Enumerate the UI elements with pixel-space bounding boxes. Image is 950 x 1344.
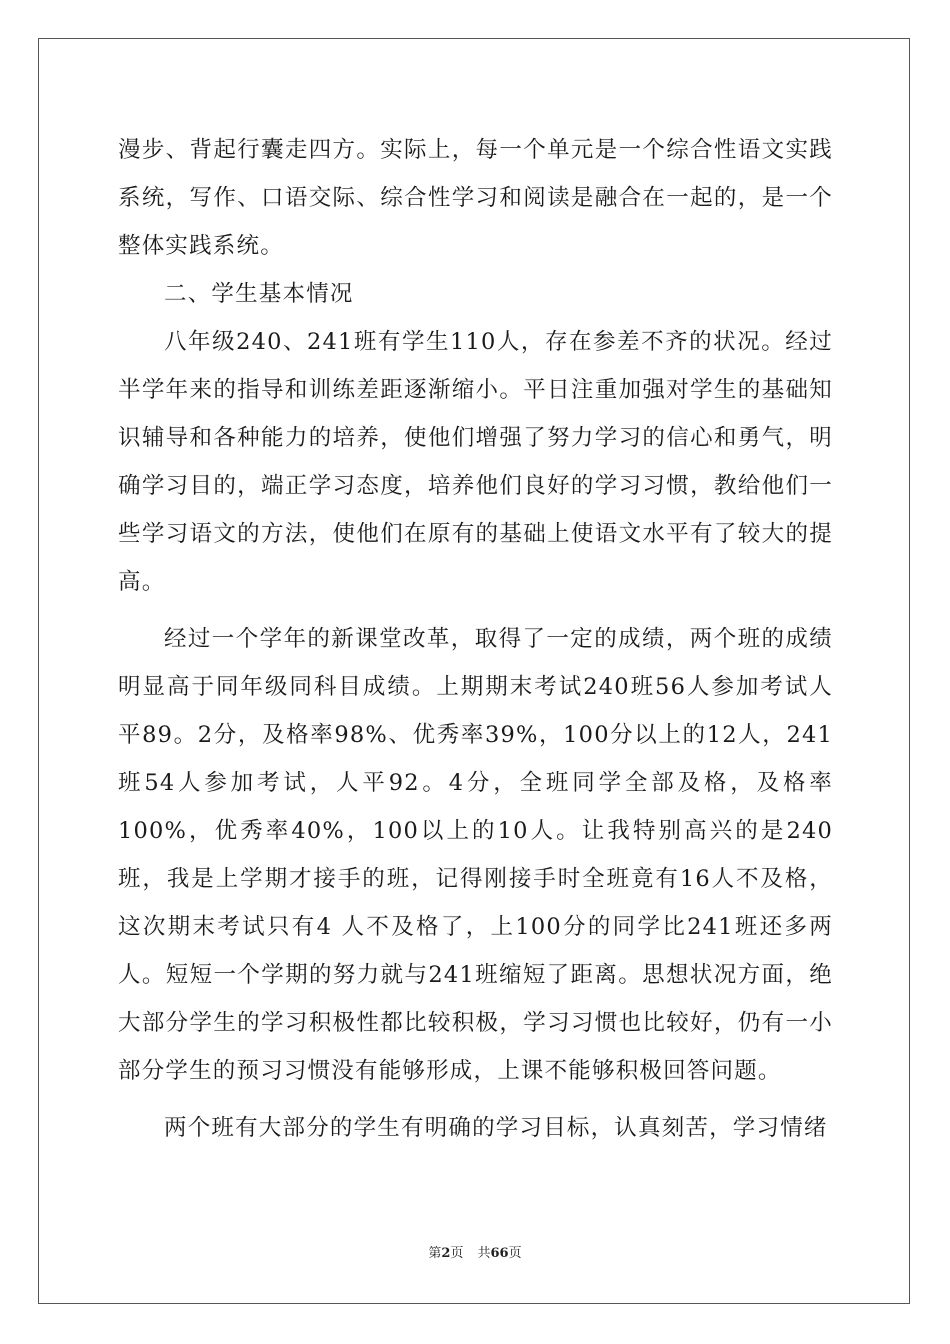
paragraph: 两个班有大部分的学生有明确的学习目标，认真刻苦，学习情绪 (164, 1115, 828, 1141)
page-prefix: 第 (428, 1246, 442, 1261)
section-heading: 二、学生基本情况 (164, 281, 354, 307)
page-number: 2 (441, 1246, 451, 1261)
total-pages: 66 (490, 1246, 509, 1261)
total-prefix: 共 (477, 1246, 491, 1261)
page-suffix: 页 (450, 1246, 464, 1261)
total-suffix: 页 (508, 1246, 522, 1261)
paragraph: 经过一个学年的新课堂改革，取得了一定的成绩，两个班的成绩明显高于同年级同科目成绩。上期期末考试240班56人参加考试人平89。2分，及格率98%、优秀率39%，100分以上的12人，241班54人参加考试，人平92。4分，全班同学全部及格，及格率100%，优秀率40%，100以上的10人。让我特别高兴的是240班，我是上学期才接手的班，记得刚接手时全班竟有16人不及格，这次期末考试只有4 人不及格了，上100分的同学比241班还多两人。短短一个学期的努力就与241班缩短了距离。思想状况方面，绝大部分学生的学习积极性都比较积极，学习习惯也比较好，仍有一小部分学生的预习习惯没有能够形成，上课不能够积极回答问题。 (118, 626, 833, 1084)
paragraph-continued: 漫步、背起行囊走四方。实际上，每一个单元是一个综合性语文实践系统，写作、口语交际、综合性学习和阅读是融合在一起的，是一个整体实践系统。 (118, 137, 833, 259)
document-body (118, 126, 833, 1152)
page-footer (0, 1244, 950, 1264)
paragraph: 八年级240、241班有学生110人，存在参差不齐的状况。经过半学年来的指导和训练差距逐渐缩小。平日注重加强对学生的基础知识辅导和各种能力的培养，使他们增强了努力学习的信心和勇气，明确学习目的，端正学习态度，培养他们良好的学习习惯，教给他们一些学习语文的方法，使他们在原有的基础上使语文水平有了较大的提高。 (118, 329, 833, 595)
